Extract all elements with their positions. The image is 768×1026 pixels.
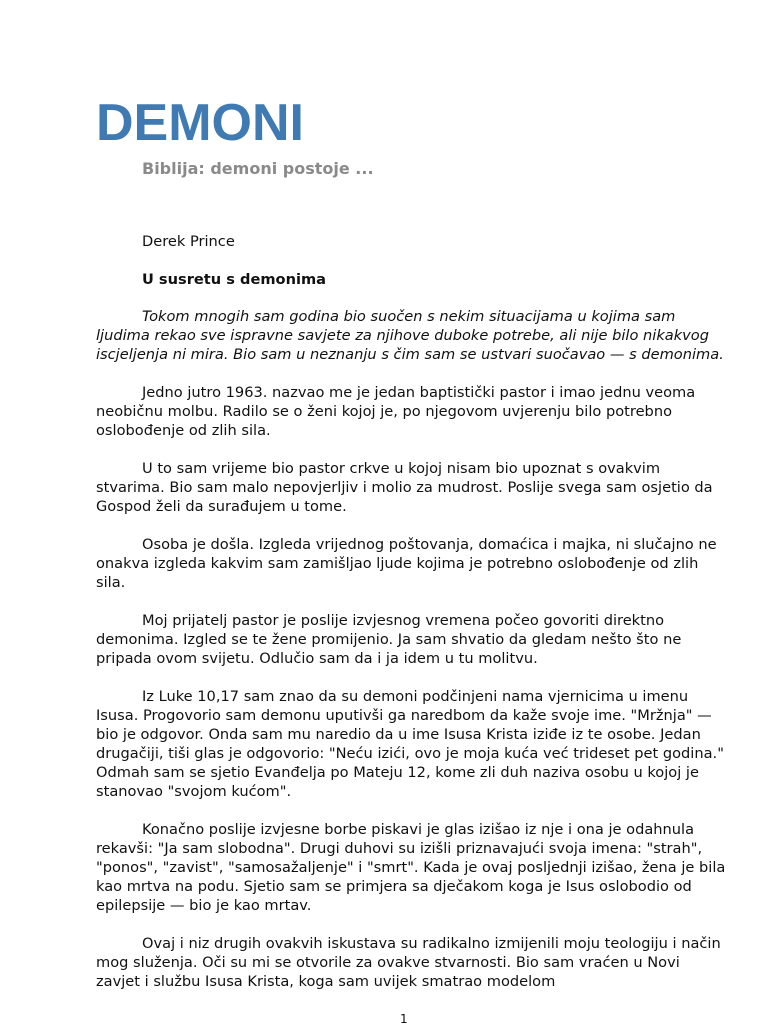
paragraph: Jedno jutro 1963. nazvao me je jedan baptistički pastor i imao jednu veoma neobičnu molbu. Radilo se o ženi kojoj je, po njegovom uvjerenju bilo potrebno oslobođenje od zlih sila. bbox=[96, 384, 696, 439]
paragraph: Osoba je došla. Izgleda vrijednog poštovanja, domaćica i majka, ni slučajno ne onakva izgleda kakvim sam zamišljao ljude kojima je potrebno oslobođenje od zlih sila. bbox=[96, 536, 717, 591]
paragraph: Iz Luke 10,17 sam znao da su demoni podčinjeni nama vjernicima u imenu Isusa. Progovorio sam demonu uputivši ga naredbom da kaže svoje ime. "Mržnja" — bio je odgovor. Onda sam mu naredio da u ime Isusa Krista iziđe iz te osobe. Jedan drugačiji, tiši glas je odgovorio: "Neću izići, ovo je moja kuća već trideset pet godina." Odmah sam se sjetio Evanđelja po Mateju 12, kome zli duh naziva osobu u kojoj je stanovao "svojom kućom". bbox=[96, 688, 724, 800]
paragraph: Ovaj i niz drugih ovakvih iskustava su radikalno izmijenili moju teologiju i način mog služenja. Oči su mi se otvorile za ovakve stvarnosti. Bio sam vraćen u Novi zavjet i službu Isusa Krista, koga sam uvijek smatrao modelom bbox=[96, 935, 721, 990]
page-number: 1 bbox=[400, 1012, 408, 1026]
paragraph-intro: Tokom mnogih sam godina bio suočen s nekim situacijama u kojima sam ljudima rekao sve ispravne savjete za njihove duboke potrebe, ali nije bilo nikakvog iscjeljenja ni mira. Bio sam u neznanju s čim sam se ustvari suočavao — s demonima. bbox=[96, 308, 724, 363]
paragraph: U to sam vrijeme bio pastor crkve u kojoj nisam bio upoznat s ovakvim stvarima. Bio sam malo nepovjerljiv i molio za mudrost. Poslije svega sam osjetio da Gospod želi da surađujem u tome. bbox=[96, 460, 713, 515]
document-title: DEMONI bbox=[96, 94, 304, 152]
section-heading: U susretu s demonima bbox=[142, 271, 327, 288]
paragraph: Konačno poslije izvjesne borbe piskavi je glas izišao iz nje i ona je odahnula rekavši: "Ja sam slobodna". Drugi duhovi su izišli priznavajući svoja imena: "strah", "ponos", "zavist", "samosažaljenje" i "smrt". Kada je ovaj posljednji izišao, žena je bila kao mrtva na podu. Sjetio sam se primjera sa dječakom koga je Isus oslobodio od epilepsije — bio je kao mrtav. bbox=[96, 821, 726, 914]
author-name: Derek Prince bbox=[142, 233, 235, 250]
document-body bbox=[96, 232, 728, 1010]
document-subtitle: Biblija: demoni postoje ... bbox=[142, 159, 374, 178]
paragraph: Moj prijatelj pastor je poslije izvjesnog vremena počeo govoriti direktno demonima. Izgled se te žene promijenio. Ja sam shvatio da gledam nešto što ne pripada ovom svijetu. Odlučio sam da i ja idem u tu molitvu. bbox=[96, 612, 682, 667]
